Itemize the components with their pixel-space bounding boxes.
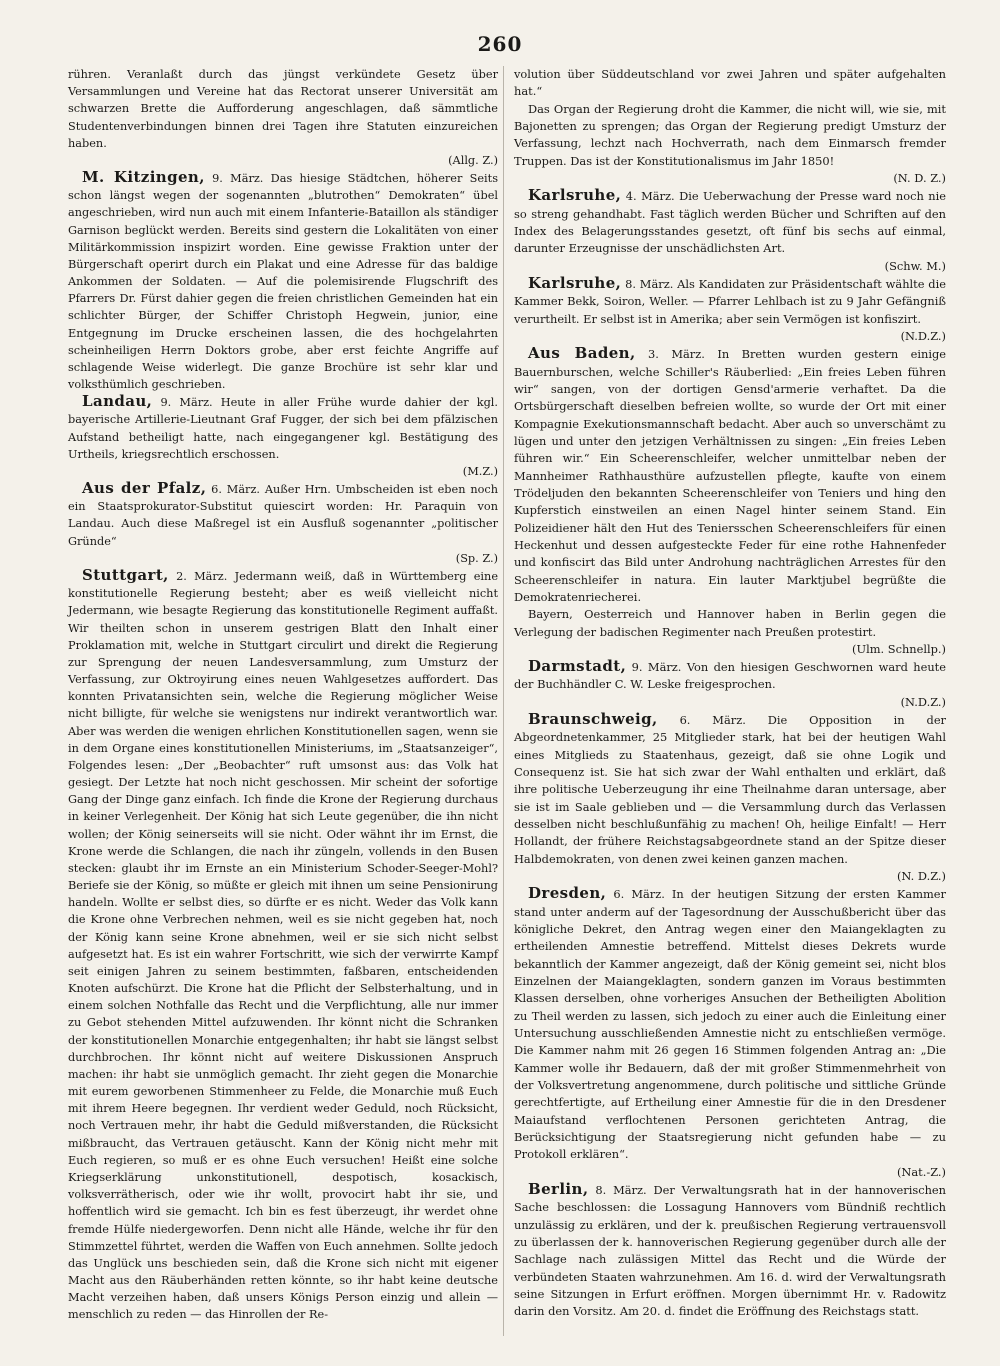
article-text: volution über Süddeutschland vor zwei Jahren und später aufgehalten hat.“: [514, 67, 946, 99]
article-source: (Schw. M.): [884, 258, 946, 273]
article-dateline: Braunschweig,: [528, 710, 658, 729]
article-paragraph: [514, 658, 946, 711]
article-paragraph: [514, 275, 946, 345]
article-source: (Sp. Z.): [455, 551, 498, 565]
article-text: Das Organ der Regierung droht die Kammer, die nicht will, wie sie, mit Bajonetten zu sprengen; das Organ der Regierung predigt Umsturz der Verfassung, lechzt nach Hochverrath, nach dem Einmarsch fremder Truppen. Das ist der Konstitutionalismus im Jahr 1850!: [514, 101, 946, 168]
article-dateline: Dresden,: [528, 884, 607, 903]
article-paragraph: [514, 606, 946, 658]
article-source: (Ulm. Schnellp.): [852, 641, 946, 656]
article-paragraph: [514, 885, 946, 1181]
article-text: 6. März. Die Opposition in der Abgeordnetenkammer, 25 Mitglieder stark, hat bei der heutigen Wahl eines Mitglieds zu Staatenhaus, gezeigt, daß sie ohne Logik und Consequenz ist. Sie hat sich zwar der Wahl enthalten und erklärt, daß ihre politische Ueberzeugung ihr eine Theilnahme daran untersage, aber sie ist im Saale geblieben und — die Versammlung durch das Verlassen desselben nicht beschlußunfähig zu machen! Oh, heilige Einfalt! — Herr Hollandt, der frühere Reichstagsabgeordnete stand an der Spitze dieser Halbdemokraten, von denen zwei keinen ganzen machen.: [514, 713, 946, 866]
article-text: 9. März. Das hiesige Städtchen, höherer Seits schon längst wegen der sogenannten „blutrothen“ Demokraten“ übel angeschrieben, wird nun auch mit einem Infanterie-Bataillon als ständiger Garnison beglückt werden. Bereits sind gestern die Lokalitäten von einer Militärkommission inspizirt worden. Eine gewisse Fraktion unter der Bürgerschaft operirt durch ein Plakat und eine Adresse für das baldige Ankommen der Soldaten. — Auf die polemisirende Flugschrift des Pfarrers Dr. Fürst dahier gegen die freien christlichen Gemeinden hat ein schlichter Bürger, der Schiffer Christoph Hegwein, junior, eine Entgegnung im Drucke erscheinen lassen, die des hochgelahrten scheinheiligen Herrn Doktors grobe, aber erst feichte Angriffe auf schlagende Weise widerlegt. Die ganze Brochüre ist sehr klar und volksthümlich geschrieben.: [68, 172, 498, 392]
page-number: 260: [477, 32, 523, 56]
article-text: Bayern, Oesterreich und Hannover haben in Berlin gegen die Verlegung der badischen Regimenter nach Preußen protestirt.: [514, 607, 946, 639]
article-paragraph: [68, 393, 498, 480]
article-paragraph: [68, 567, 498, 1324]
article-text: 3. März. In Bretten wurden gestern einige Bauernburschen, welche Schiller's Räuberlied: „Ein freies Leben führen wir“ sangen, von der dortigen Gensd'armerie verhaftet. Da die Ortsbürgerschaft dieselben befreien wollte, so wurde der Ort mit einer Kompagnie Exekutionsmannschaft bedacht. Aber auch so unverschämt zu lügen und unter den jetzigen Verhältnissen zu singen: „Ein freies Leben führen wir.“ Ein Scheerenschleifer, welcher unmittelbar neben der Mannheimer Rathhausthüre aufzustellen pflegte, kaufte von einem Trödeljuden den bekannten Scheerenschleifer von Teniers und hing den Kupferstich einstweilen an einen Nagel hinter seinem Stand. Ein Polizeidiener hält den Hut des Teniersschen Scheerenschleifers für einen Heckenhut und dessen aufgesteckte Feder für eine rothe Hahnenfeder und konfiscirt das Bild unter Androhung nachträglichen Arrestes für den Scheerenschleifer in natura. Ein lauter Marktjubel begrüßte die Demokratenriecherei.: [514, 347, 946, 604]
article-text: 6. März. In der heutigen Sitzung der ersten Kammer stand unter anderm auf der Tagesordnung der Ausschußbericht über das königliche Dekret, den Antrag wegen einer den Maiangeklagten zu ertheilenden Amnestie betreffend. Mittelst dieses Dekrets wurde bekanntlich der Kammer angezeigt, daß der König gemeint sei, nicht blos Einzelnen der Maiangeklagten, sondern ganzen im Voraus bestimmten Klassen derselben, ohne vorheriges Ansuchen der Betheiligten Abolition zu Theil werden zu lassen, sich jedoch zu einer auch die Einleitung einer Untersuchung ausschließenden Amnestie nicht zu entschließen vermöge. Die Kammer nahm mit 26 gegen 16 Stimmen folgenden Antrag an: „Die Kammer wolle ihr Bedauern, daß der mit großer Stimmenmehrheit von der Volksvertretung angenommene, durch politische und sittliche Gründe gerechtfertigte, auf Ertheilung einer Amnestie für die in den Dresdener Maiaufstand verflochtenen Personen gerichteten Antrag, die Berücksichtigung der Staatsregierung nicht gefunden habe — zu Protokoll erklären“.: [514, 887, 946, 1162]
article-paragraph: [68, 169, 498, 393]
article-text: 2. März. Jedermann weiß, daß in Württemberg eine konstitutionelle Regierung besteht; aber es weiß vielleicht nicht Jedermann, wie besagte Regierung das konstitutionelle Regiment auffaßt. Wir theilten schon in unserem gestrigen Blatt den Inhalt einer Proklamation mit, welche in Stuttgart circulirt und direkt die Regierung zur Sprengung der neuen Landesversammlung, zum Umsturz der Verfassung, zur Oktroyirung eines neuen Wahlgesetzes auffordert. Das konnten Privatansichten sein, welche die Regierung möglicher Weise nicht billigte, für welche sie wenigstens nur indirekt verantwortlich war. Aber was werden die wenigen ehrlichen Konstitutionellen sagen, wenn sie in dem Organe eines konstitutionellen Ministeriums, im „Staatsanzeiger“, Folgendes lesen: „Der „Beobachter“ ruft umsonst aus: das Volk hat gesiegt. Der Letzte hat noch nicht geschossen. Mir scheint der sofortige Gang der Dinge ganz einfach. Ich finde die Krone der Regierung durchaus in keiner Verlegenheit. Der König hat sich Leute gegenüber, die ihn nicht wollen; der König seinerseits will sie nicht. Oder wähnt ihr im Ernst, die Krone werde die Schlangen, die nach ihr züngeln, vollends in den Busen stecken: glaubt ihr im Ernste an ein Ministerium Schoder-Seeger-Mohl? Beriefe sie der König, so müßte er gleich mit ihnen um seine Pensionirung handeln. Wollte er selbst dies, so dürfte er es nicht. Weder das Volk kann die Krone ohne Verbrechen nehmen, weil es sie nicht gegeben hat, noch der König kann seine Krone abnehmen, weil er sie sich nicht selbst aufgesetzt hat. Es ist ein wahrer Fortschritt, wie sich der verwirrte Kampf seit einigen Jahren zu seinem bestimmten, faßbaren, entscheidenden Knoten aufschürzt. Die Krone hat die Pflicht der Selbsterhaltung, und in einem solchen Nothfalle das Recht und die Verpflichtung, alle nur immer zu Gebot stehenden Mittel aufzuwenden. Ihr könnt nicht die Schranken der konstitutionellen Monarchie entgegenhalten; ihr habt sie längst selbst durchbrochen. Ihr könnt nicht auf weitere Diskussionen Anspruch machen: ihr habt sie unmöglich gemacht. Ihr zieht gegen die Monarchie mit eurem geworbenen Stimmenheer zu Felde, die Monarchie muß Euch mit ihrem Heere begegnen. Ihr verdient weder Geduld, noch Rücksicht, noch Vertrauen mehr, ihr habt die Geduld mißverstanden, die Rücksicht mißbraucht, das Vertrauen getäuscht. Kann der König nicht mehr mit Euch regieren, so muß er es ohne Euch versuchen! Heißt eine solche Kriegserklärung unkonstitutionell, despotisch, kosackisch, volksverrätherisch, oder wie ihr wollt, provocirt habt ihr sie, und hoffentlich wird sie gemacht. Ich bin es fest überzeugt, ihr werdet ohne fremde Hülfe niedergeworfen. Denn nicht alle Hände, welche ihr für den Stimmzettel führtet, werden die Waffen von Euch annehmen. Sollte jedoch das Unglück uns beschieden sein, daß die Krone sich nicht mit eigener Macht aus den Räuberhänden retten könnte, so ihr habt keine deutsche Macht verzeihen haben, daß unsers Königs Person einzig und allein — menschlich zu reden — das Hinrollen der Re-: [68, 569, 499, 1322]
article-source: (N.D.Z.): [900, 694, 946, 709]
right-column: [514, 66, 946, 1321]
article-dateline: Karlsruhe,: [528, 273, 622, 292]
article-dateline: Stuttgart,: [82, 565, 169, 584]
article-source: (Nat.-Z.): [896, 1164, 946, 1179]
article-source: (N. D.Z.): [896, 869, 946, 884]
article-paragraph: [514, 345, 946, 606]
article-dateline: M. Kitzingen,: [82, 168, 205, 187]
article-paragraph: [68, 480, 498, 567]
article-text: 4. März. Die Ueberwachung der Presse ward noch nie so streng gehandhabt. Fast täglich werden Bücher und Schriften auf den Index des Belagerungsstandes gesetzt, oft fünf bis sechs auf einmal, darunter Erzeugnisse der unschädlichsten Art.: [514, 189, 947, 256]
article-dateline: Darmstadt,: [528, 657, 627, 676]
article-paragraph: [514, 187, 946, 275]
article-source: (Allg. Z.): [448, 153, 498, 167]
article-text: rühren. Veranlaßt durch das jüngst verkündete Gesetz über Versammlungen und Vereine hat das Rectorat unserer Universität am schwarzen Brette die Aufforderung angeschlagen, daß sämmtliche Studentenverbindungen binnen drei Tagen ihre Statuten einzureichen haben.: [68, 68, 498, 150]
article-dateline: Karlsruhe,: [528, 186, 622, 205]
article-paragraph: [514, 1181, 946, 1321]
article-text: 6. März. Außer Hrn. Umbscheiden ist eben noch ein Staatsprokurator-Substitut quiescirt worden: Hr. Paraquin von Landau. Auch diese Maßregel ist ein Ausfluß sogenannter „politischer Gründe“: [68, 483, 498, 548]
article-dateline: Landau,: [82, 392, 153, 411]
article-source: (M.Z.): [462, 464, 498, 478]
article-source: (N.D.Z.): [900, 328, 946, 343]
article-text: 8. März. Als Kandidaten zur Präsidentschaft wählte die Kammer Bekk, Soiron, Weller. — Pfarrer Lehlbach ist zu 9 Jahr Gefängniß verurtheilt. Er selbst ist in Amerika; aber sein Vermögen ist konfiszirt.: [514, 276, 946, 326]
left-column: [68, 66, 498, 1324]
article-dateline: Berlin,: [528, 1180, 589, 1198]
article-dateline: Aus der Pfalz,: [82, 479, 207, 498]
article-dateline: Aus Baden,: [528, 344, 636, 363]
article-paragraph: [514, 101, 946, 188]
article-text: 9. März. Von den hiesigen Geschwornen ward heute der Buchhändler C. W. Leske freigesprochen.: [514, 660, 946, 692]
article-text: 8. März. Der Verwaltungsrath hat in der hannoverischen Sache beschlossen: die Lossagung Hannovers vom Bündniß rechtlich unzulässig zu erklären, und der k. preußischen Regierung vertrauensvoll zu überlassen der k. hannoverischen Regierung gegenüber durch alle der Sachlage nach zulässigen Mittel das Recht und die Würde der verbündeten Staaten wahrzunehmen. Am 16. d. wird der Verwaltungsrath seine Sitzungen in Erfurt eröffnen. Morgen übernimmt Hr. v. Radowitz darin den Vorsitz. Am 20. d. findet die Eröffnung des Reichstags statt.: [514, 1183, 947, 1319]
article-paragraph: [68, 66, 498, 169]
column-divider: [503, 66, 504, 1336]
article-text: 9. März. Heute in aller Frühe wurde dahier der kgl. bayerische Artillerie-Lieutnant Graf Fugger, der sich bei dem pfälzischen Aufstand betheiligt hatte, nach eingegangener kgl. Bestätigung des Urtheils, kriegsrechtlich erschossen.: [68, 396, 499, 461]
article-paragraph: [514, 66, 946, 101]
article-source: (N. D. Z.): [893, 170, 946, 185]
article-paragraph: [514, 711, 946, 885]
